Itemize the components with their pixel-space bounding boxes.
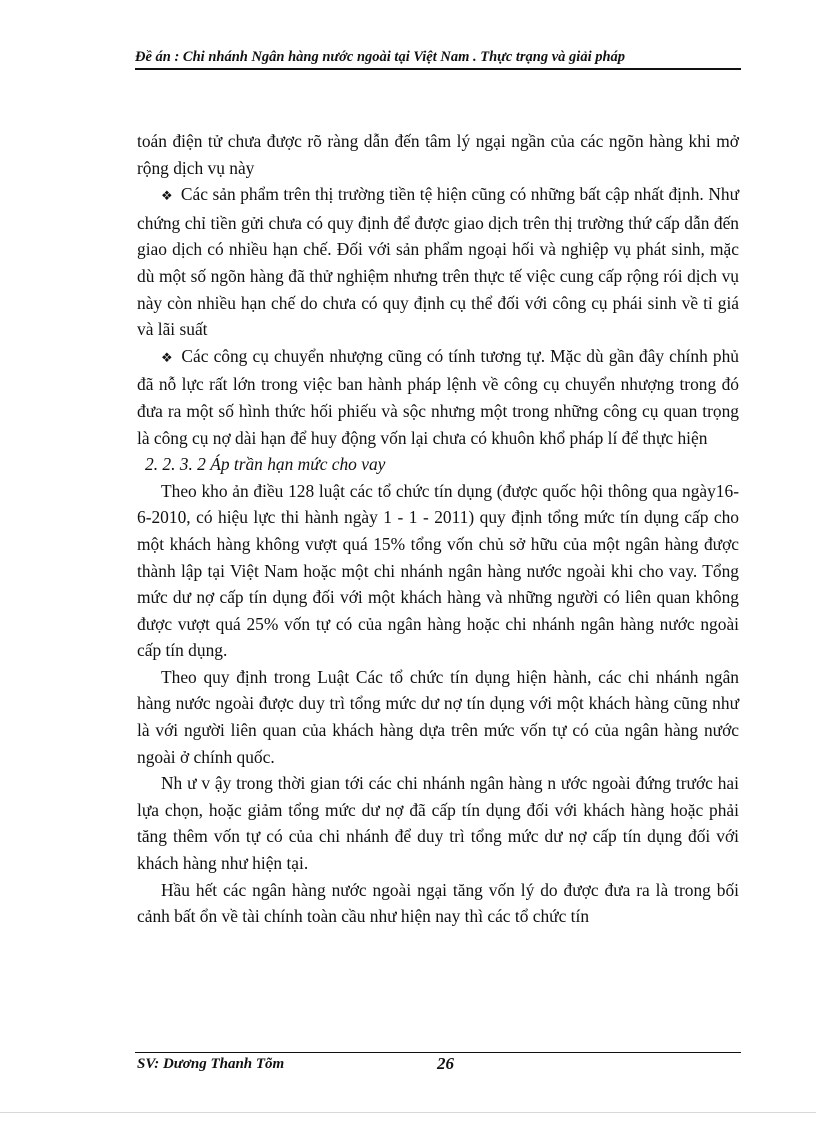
bullet-text: Các công cụ chuyển nhượng cũng có tính tương tự. Mặc dù gần đây chính phủ đã nỗ lực rất lớn trong việc ban hành pháp lệnh về công cụ chuyển nhượng trong đó đưa ra một số hình thức hối phiếu và sộc nhưng một trong những công cụ quan trọng là công cụ nợ dài hạn để huy động vốn lại chưa có khuôn khổ pháp lí để thực hiện <box>137 345 739 448</box>
paragraph-article-128: Theo kho ản điều 128 luật các tổ chức tín dụng (được quốc hội thông qua ngày16-6-2010, có hiệu lực thi hành ngày 1 - 1 - 2011) quy định tổng mức tín dụng cấp cho một khách hàng không vượt quá 15% tổng vốn chủ sở hữu của một ngân hàng được thành lập tại Việt Nam hoặc một chi nhánh ngân hàng nước ngoài khi cho vay. Tổng mức dư nợ cấp tín dụng đối với một khách hàng và những người có liên quan không được vượt quá 25% vốn tự có của ngân hàng hoặc chi nhánh ngân hàng nước ngoài cấp tín dụng. <box>137 480 739 661</box>
paragraph-capital-reluctance: Hầu hết các ngân hàng nước ngoài ngại tăng vốn lý do được đưa ra là trong bối cảnh bất ổn về tài chính toàn cầu như hiện nay thì các tổ chức tín <box>137 879 739 927</box>
page-edge-divider <box>0 1112 816 1113</box>
header-rule <box>135 68 741 70</box>
page-body <box>137 128 739 930</box>
bullet-paragraph-transfer-tools <box>137 343 739 451</box>
footer-author: SV: Dương Thanh Tõm <box>137 1056 285 1072</box>
diamond-bullet-icon: ❖ <box>161 188 173 204</box>
bullet-text: Các sản phẩm trên thị trường tiền tệ hiện cũng có những bất cập nhất định. Như chứng chỉ tiền gửi chưa có quy định để được giao dịch trên thị trường thứ cấp dẫn đến giao dịch có nhiều hạn chế. Đối với sản phẩm ngoại hối và nghiệp vụ phát sinh, mặc dù một số ngõn hàng đã thử nghiệm nhưng trên thực tế việc cung cấp rộng rói dịch vụ này còn nhiều hạn chế do chưa có quy định cụ thể đối với công cụ phái sinh về tỉ giá và lãi suất <box>137 184 739 340</box>
page-number: 26 <box>437 1054 454 1073</box>
paragraph-continuation: toán điện tử chưa được rõ ràng dẫn đến tâm lý ngại ngần của các ngõn hàng khi mở rộng dịch vụ này <box>137 131 739 178</box>
diamond-bullet-icon: ❖ <box>161 349 174 365</box>
paragraph-two-choices: Nh ư v ậy trong thời gian tới các chi nhánh ngân hàng n ước ngoài đứng trước hai lựa chọn, hoặc giảm tổng mức dư nợ đã cấp tín dụng đối với khách hàng hoặc phải tăng thêm vốn tự có của chi nhánh để duy trì tổng mức dư nợ cấp tín dụng đối với khách hàng như hiện tại. <box>137 773 739 874</box>
paragraph-current-law: Theo quy định trong Luật Các tổ chức tín dụng hiện hành, các chi nhánh ngân hàng nước ngoài được duy trì tổng mức dư nợ tín dụng với một khách hàng cũng như là với người liên quan của khách hàng dựa trên mức vốn tự có của ngân hàng nước ngoài ở chính quốc. <box>137 666 739 767</box>
bullet-paragraph-money-market <box>137 181 739 343</box>
section-subheading: 2. 2. 3. 2 Áp trần hạn mức cho vay <box>145 454 386 475</box>
footer-rule <box>135 1052 741 1053</box>
running-header: Đề án : Chi nhánh Ngân hàng nước ngoài tại Việt Nam . Thực trạng và giải pháp <box>135 49 626 65</box>
